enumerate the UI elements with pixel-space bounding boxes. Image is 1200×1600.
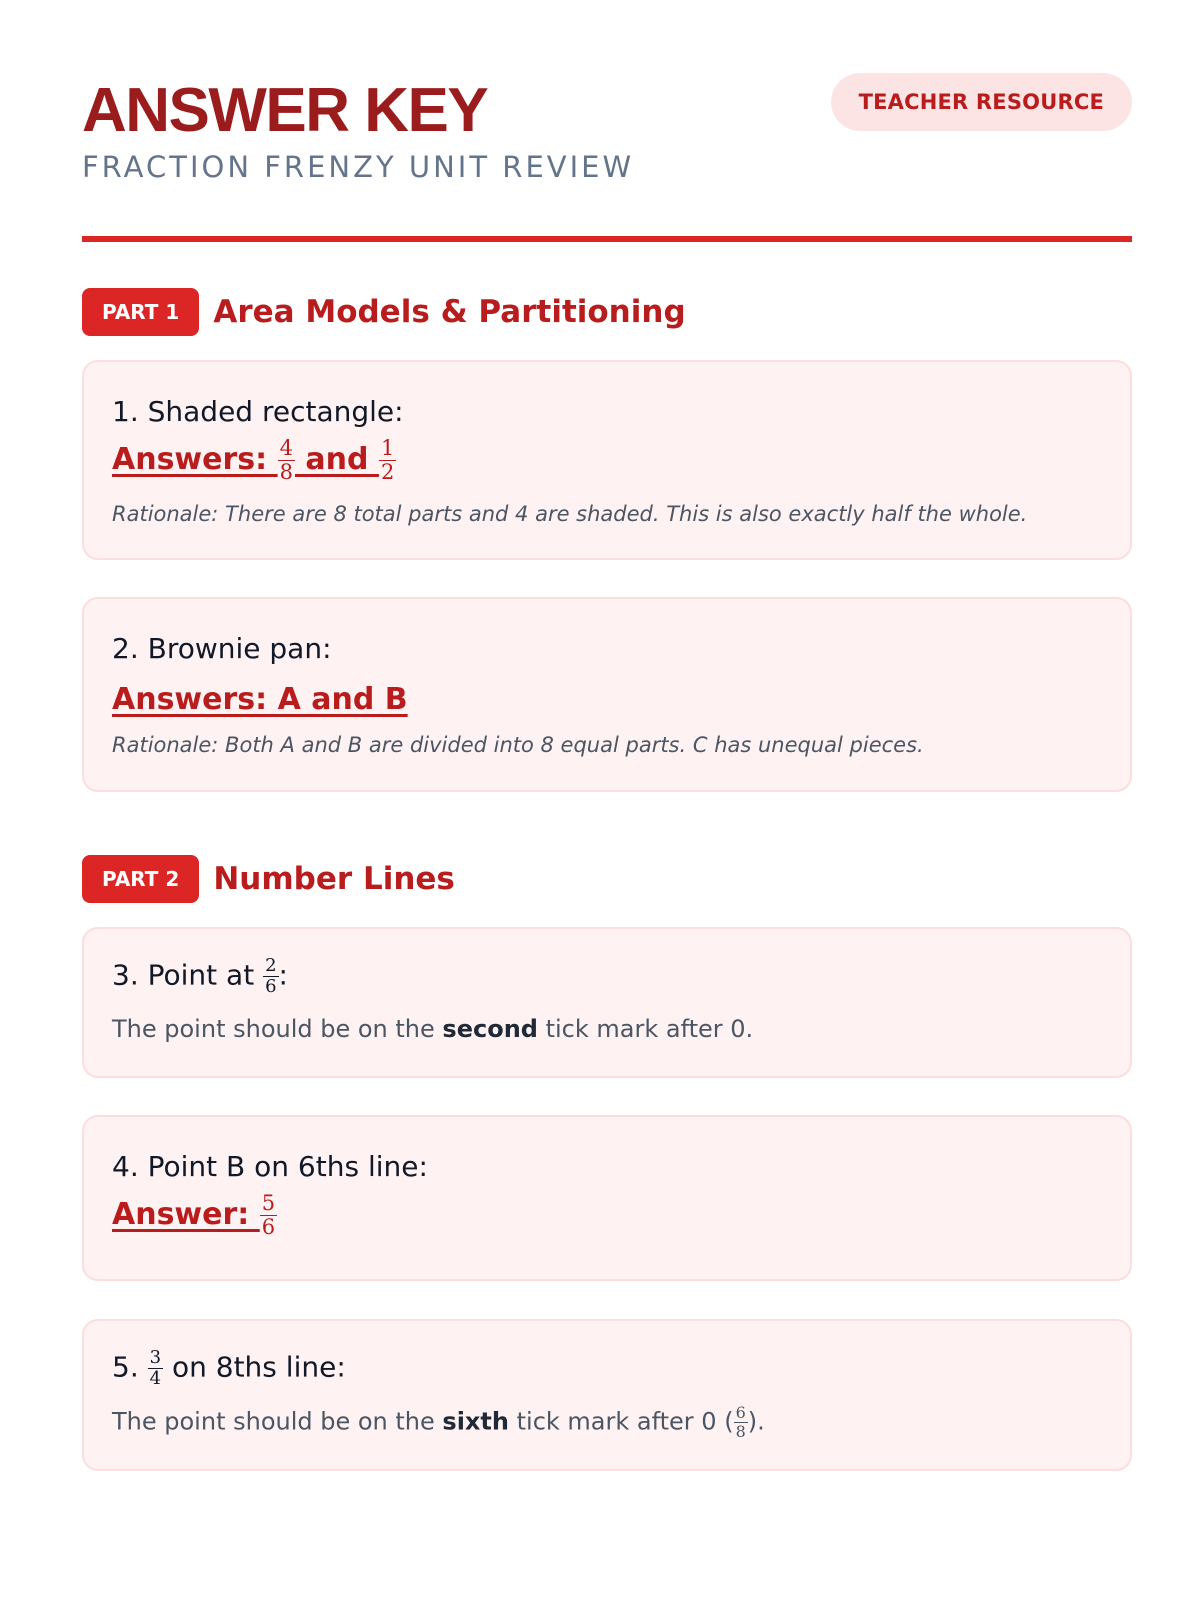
rationale-1: Rationale: There are 8 total parts and 4 are shaded. This is also exactly half the whole. — [112, 502, 1028, 526]
part-1-label: PART 1 — [82, 288, 199, 336]
question-4: 4. Point B on 6ths line: — [112, 1150, 428, 1183]
fraction-numerator: 3 — [149, 1347, 162, 1368]
answer-card-q5 — [82, 1319, 1132, 1471]
fraction-six-eighths — [734, 1405, 748, 1440]
fraction-four-eighths — [278, 438, 295, 483]
note-5-before: The point should be on the — [112, 1407, 443, 1436]
note-5-end: ). — [747, 1407, 765, 1436]
note-5-after: tick mark after 0 ( — [508, 1407, 734, 1436]
answer-1 — [112, 438, 396, 483]
fraction-numerator: 6 — [735, 1403, 746, 1422]
fraction-numerator: 1 — [380, 436, 395, 460]
answer-card-q2 — [82, 597, 1132, 792]
fraction-denominator: 4 — [149, 1368, 162, 1389]
answer-key-page — [82, 0, 1132, 1441]
part-1-heading — [82, 288, 686, 336]
answer-2: Answers: A and B — [112, 682, 408, 717]
part-1-title: Area Models & Partitioning — [213, 294, 686, 330]
note-3-after: tick mark after 0. — [537, 1015, 754, 1043]
fraction-three-fourths — [148, 1349, 163, 1388]
question-2: 2. Brownie pan: — [112, 632, 332, 665]
note-5 — [112, 1405, 765, 1440]
fraction-five-sixths — [260, 1193, 277, 1238]
note-3-before: The point should be on the — [112, 1015, 443, 1043]
note-3 — [112, 1017, 753, 1041]
answer-card-q1 — [82, 360, 1132, 560]
answer-card-q3 — [82, 927, 1132, 1078]
note-5-bold: sixth — [442, 1407, 509, 1436]
question-3 — [112, 957, 288, 996]
question-5-prefix: 5. — [112, 1350, 148, 1384]
answer-4 — [112, 1193, 277, 1238]
header-divider — [82, 236, 1132, 242]
answer-1-prefix: Answers: — [112, 442, 278, 477]
note-3-bold: second — [442, 1015, 538, 1043]
question-3-prefix: 3. Point at — [112, 958, 264, 992]
fraction-one-half — [379, 438, 396, 483]
fraction-numerator: 2 — [265, 955, 277, 976]
rationale-2: Rationale: Both A and B are divided into 8 equal parts. C has unequal pieces. — [112, 733, 924, 757]
page-title: ANSWER KEY — [82, 76, 488, 145]
question-5-suffix: on 8ths line: — [163, 1350, 346, 1384]
part-2-heading — [82, 855, 455, 903]
answer-4-prefix: Answer: — [112, 1197, 260, 1232]
page-subtitle: FRACTION FRENZY UNIT REVIEW — [82, 150, 635, 184]
part-2-title: Number Lines — [213, 861, 455, 897]
fraction-denominator: 6 — [261, 1215, 276, 1239]
question-5 — [112, 1349, 346, 1388]
answer-1-connector: and — [294, 442, 379, 477]
fraction-denominator: 8 — [735, 1422, 746, 1441]
fraction-denominator: 8 — [279, 460, 293, 484]
teacher-resource-badge: TEACHER RESOURCE — [831, 73, 1132, 131]
answer-card-q4 — [82, 1115, 1132, 1281]
fraction-two-sixths — [263, 957, 278, 996]
part-2-label: PART 2 — [82, 855, 199, 903]
fraction-numerator: 5 — [261, 1191, 276, 1215]
fraction-denominator: 6 — [265, 976, 277, 997]
question-1: 1. Shaded rectangle: — [112, 395, 404, 428]
fraction-denominator: 2 — [380, 460, 395, 484]
question-3-suffix: : — [278, 958, 288, 992]
fraction-numerator: 4 — [279, 436, 293, 460]
page-header — [82, 0, 1132, 240]
